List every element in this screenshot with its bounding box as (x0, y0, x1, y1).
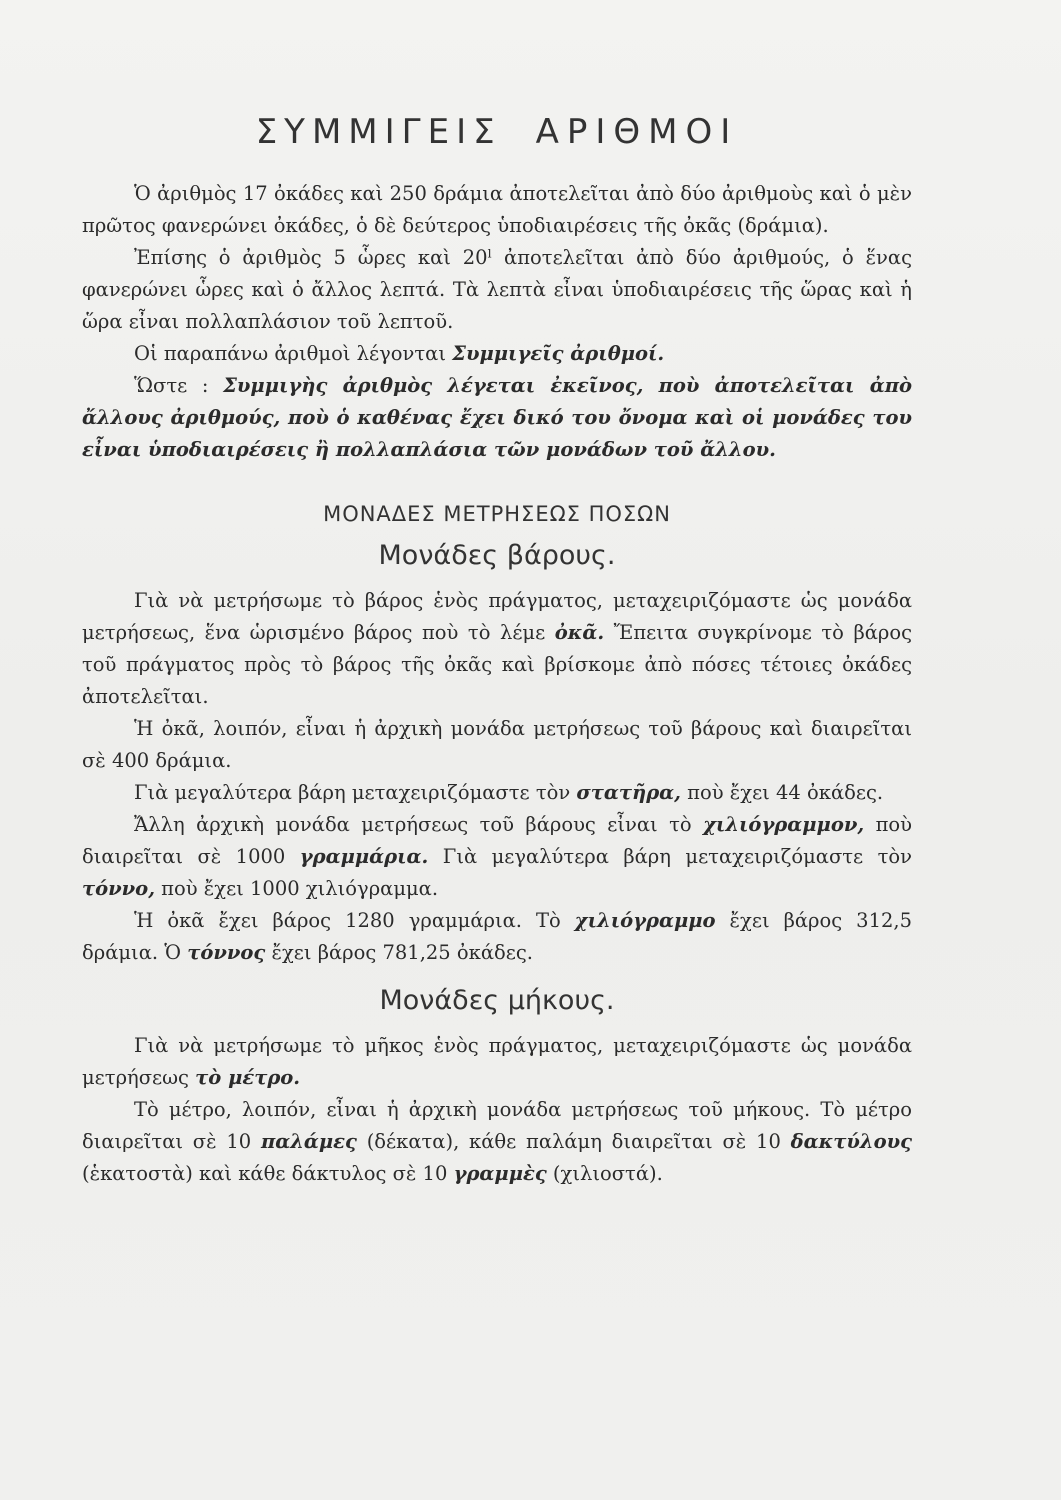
weight-p4-d: γραμμάρια. (299, 845, 429, 868)
length-p2-f: γραμμὲς (453, 1162, 547, 1185)
section-title: ΜΟΝΑΔΕΣ ΜΕΤΡΗΣΕΩΣ ΠΟΣΩΝ (323, 502, 671, 526)
weight-p5-b: χιλιόγραμμο (574, 909, 716, 932)
weight-p3-b: στατῆρα, (576, 781, 681, 804)
length-p1-a: Γιὰ νὰ μετρήσωμε τὸ μῆκος ἑνὸς πράγματος, μεταχειριζόμαστε ὡς μονάδα μετρήσεως (82, 1034, 912, 1089)
intro-p3-bold: Συμμιγεῖς ἀριθμοί. (452, 342, 665, 365)
weight-p3-a: Γιὰ μεγαλύτερα βάρη μεταχειριζόμαστε τὸν (134, 781, 577, 804)
weight-heading: Μονάδες βάρους. (378, 540, 616, 571)
weight-paragraph-5 (82, 905, 912, 969)
length-p2-c: (δέκατα), κάθε παλάμη διαιρεῖται σὲ 10 (356, 1130, 791, 1153)
intro-paragraph-2: Ἐπίσης ὁ ἀριθμὸς 5 ὧρες καὶ 20ˡ ἀποτελεῖται ἀπὸ δύο ἀριθμούς, ὁ ἕνας φανερώνει ὧρες καὶ ὁ ἄλλος λεπτά. Τὰ λεπτὰ εἶναι ὑποδιαιρέσεις τῆς ὥρας καὶ ἡ ὥρα εἶναι πολλαπλάσιον τοῦ λεπτοῦ. (82, 246, 912, 333)
title-word-1: ΣΥΜΜΙΓΕΙΣ (255, 112, 502, 152)
weight-p3-c: ποὺ ἔχει 44 ὀκάδες. (680, 781, 884, 804)
weight-p4-f: τόννο, (82, 877, 155, 900)
weight-p4-e: Γιὰ μεγαλύτερα βάρη μεταχειριζόμαστε τὸν (428, 845, 912, 868)
length-p2-d: δακτύλους (790, 1130, 913, 1153)
definition-bold: Συμμιγὴς ἀριθμὸς λέγεται ἐκεῖνος, ποὺ ἀποτελεῖται ἀπὸ ἄλλους ἀριθμούς, ποὺ ὁ καθένας ἔχει δικό του ὄνομα καὶ οἱ μονάδες του εἶναι ὑποδιαιρέσεις ἢ πολλαπλάσια τῶν μονάδων τοῦ ἄλλου. (82, 374, 912, 461)
length-p2-e: (ἑκατοστὰ) καὶ κάθε δάκτυλος σὲ 10 (82, 1162, 454, 1185)
length-paragraph-1 (82, 1030, 912, 1094)
weight-p5-c: ἔχει βάρος 312,5 δράμια. Ὁ (82, 909, 912, 964)
weight-p1-b: ὀκᾶ. (554, 621, 605, 644)
weight-p5-d: τόννος (187, 941, 266, 964)
weight-p4-c: ποὺ διαιρεῖται σὲ 1000 (82, 813, 912, 868)
definition-paragraph (82, 370, 912, 466)
weight-paragraph-3 (82, 777, 912, 809)
definition-lead: Ὥστε : (134, 374, 224, 397)
weight-paragraph-4 (82, 809, 912, 905)
length-p2-b: παλάμες (260, 1130, 357, 1153)
weight-p5-a: Ἡ ὀκᾶ ἔχει βάρος 1280 γραμμάρια. Τὸ (134, 909, 575, 932)
title-word-2: ΑΡΙΘΜΟΙ (535, 112, 739, 152)
length-paragraph-2 (82, 1094, 912, 1190)
length-p1-b: τὸ μέτρο. (195, 1066, 301, 1089)
weight-paragraph-1 (82, 585, 912, 713)
intro-p3-text: Οἱ παραπάνω ἀριθμοὶ λέγονται (134, 342, 453, 365)
weight-p4-b: χιλιόγραμμον, (703, 813, 865, 836)
intro-paragraph-3 (82, 338, 912, 370)
length-heading: Μονάδες μήκους. (379, 985, 615, 1016)
weight-p1-a: Γιὰ νὰ μετρήσωμε τὸ βάρος ἑνὸς πράγματος, μεταχειριζόμαστε ὡς μονάδα μετρήσεως, ἕνα ὡρισμένο βάρος ποὺ τὸ λέμε (82, 589, 912, 644)
weight-p1-c: Ἔπειτα συγκρίνομε τὸ βάρος τοῦ πράγματος πρὸς τὸ βάρος τῆς ὀκᾶς καὶ βρίσκομε ἀπὸ πόσες τέτοιες ὀκάδες ἀποτελεῖται. (82, 621, 913, 708)
weight-p4-a: Ἄλλη ἀρχικὴ μονάδα μετρήσεως τοῦ βάρους εἶναι τὸ (134, 813, 704, 836)
page-content (82, 114, 912, 1190)
weight-paragraph-2: Ἡ ὀκᾶ, λοιπόν, εἶναι ἡ ἀρχικὴ μονάδα μετρήσεως τοῦ βάρους καὶ διαιρεῖται σὲ 400 δράμια. (82, 717, 912, 772)
page-title (82, 114, 912, 150)
length-p2-a: Τὸ μέτρο, λοιπόν, εἶναι ἡ ἀρχικὴ μονάδα μετρήσεως τοῦ μήκους. Τὸ μέτρο διαιρεῖται σὲ 10 (82, 1098, 912, 1153)
length-p2-g: (χιλιοστά). (546, 1162, 663, 1185)
weight-p4-g: ποὺ ἔχει 1000 χιλιόγραμμα. (154, 877, 439, 900)
intro-paragraph-1: Ὁ ἀριθμὸς 17 ὀκάδες καὶ 250 δράμια ἀποτελεῖται ἀπὸ δύο ἀριθμοὺς καὶ ὁ μὲν πρῶτος φανερώνει ὀκάδες, ὁ δὲ δεύτερος ὑποδιαιρέσεις τῆς ὀκᾶς (δράμια). (82, 182, 912, 237)
weight-p5-e: ἔχει βάρος 781,25 ὀκάδες. (265, 941, 533, 964)
